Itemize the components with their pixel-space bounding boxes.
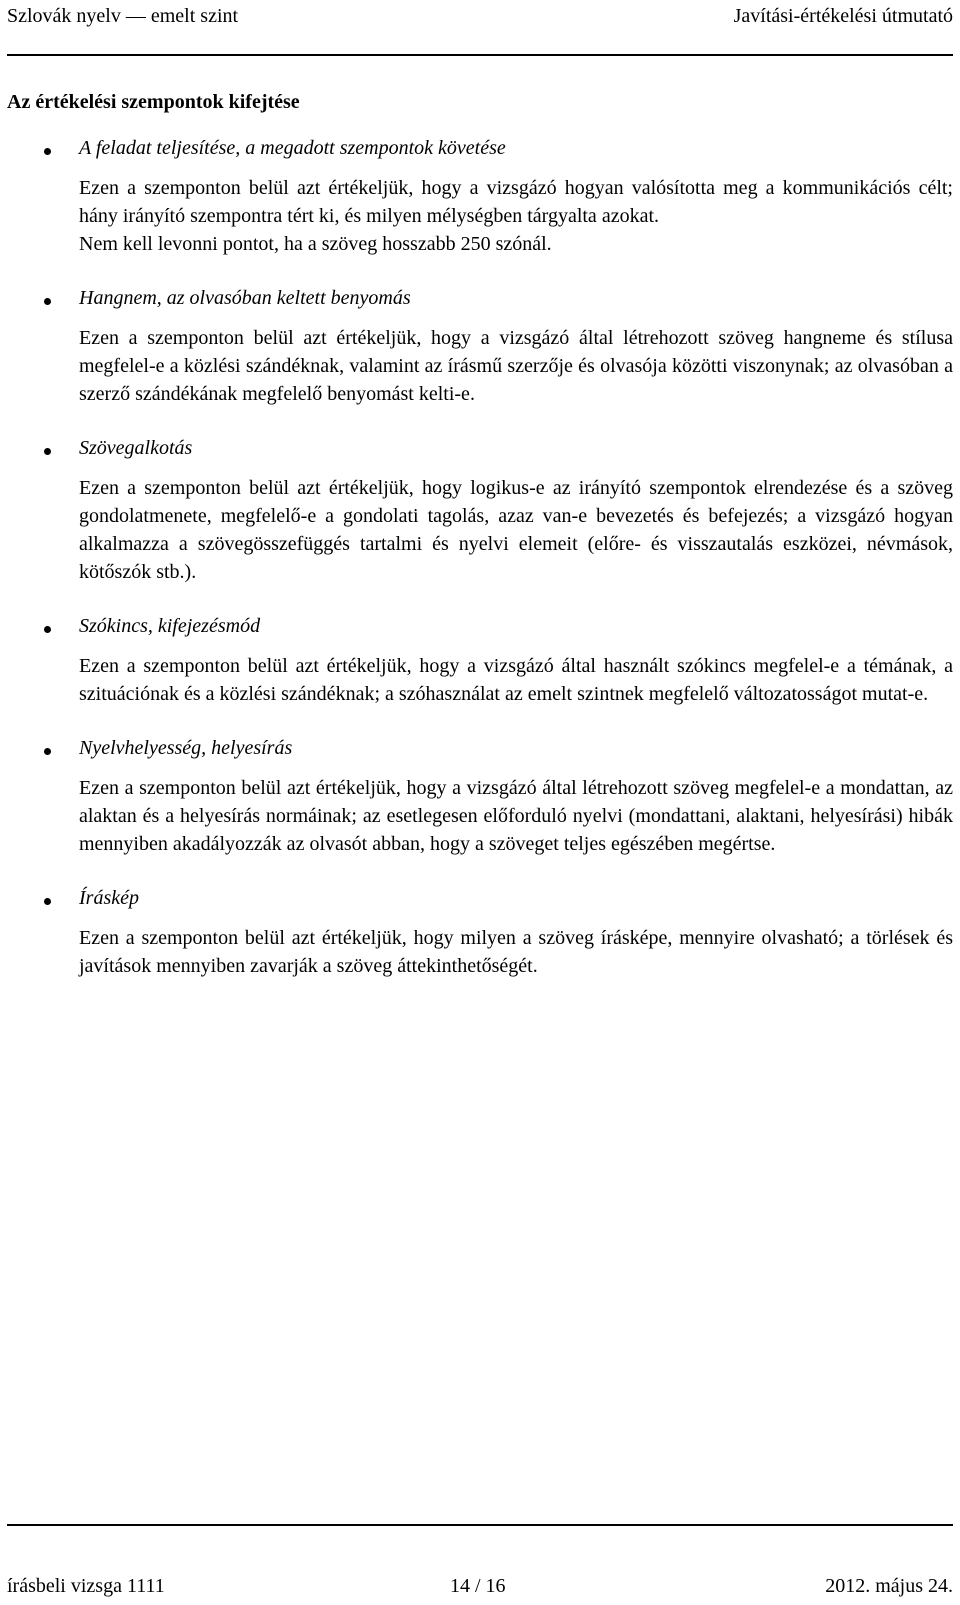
section-title: Az értékelési szempontok kifejtése xyxy=(7,91,300,113)
criterion-item xyxy=(7,734,953,858)
bullet-icon xyxy=(44,448,51,455)
criterion-item xyxy=(7,884,953,980)
bullet-icon xyxy=(44,626,51,633)
criterion-description: Ezen a szemponton belül azt értékeljük, hogy a vizsgázó hogyan valósította meg a kommunikációs célt; hány irányító szempontra tért ki, és milyen mélységben tárgyalta azokat. xyxy=(79,177,953,227)
criterion-item xyxy=(7,434,953,586)
criterion-item xyxy=(7,612,953,708)
bullet-icon xyxy=(44,298,51,305)
criterion-description: Ezen a szemponton belül azt értékeljük, hogy milyen a szöveg írásképe, mennyire olvasható; a törlések és javítások mennyiben zavarják a szöveg áttekinthetőségét. xyxy=(79,927,953,977)
criterion-title: Hangnem, az olvasóban keltett benyomás xyxy=(79,287,411,309)
criterion-title: Íráskép xyxy=(79,887,139,909)
criterion-description: Ezen a szemponton belül azt értékeljük, hogy a vizsgázó által használt szókincs megfelel-e a témának, a szituációnak és a közlési szándéknak; a szóhasználat az emelt szintnek megfelelő változatosságot mutat-e. xyxy=(79,655,953,705)
footer-page-number: 14 / 16 xyxy=(450,1575,506,1597)
page-header xyxy=(7,0,953,56)
page-content xyxy=(7,88,953,1006)
criterion-item xyxy=(7,284,953,408)
criterion-description: Ezen a szemponton belül azt értékeljük, hogy a vizsgázó által létrehozott szöveg megfelel-e a mondattan, az alaktan és a helyesírás normáinak; az esetlegesen előforduló nyelvi (mondattani, alaktani, helyesírási) hibák mennyiben akadályozzák az olvasót abban, hogy a szöveget teljes egészében megértse. xyxy=(79,777,953,855)
bullet-icon xyxy=(44,898,51,905)
header-doc-type: Javítási-értékelési útmutató xyxy=(733,5,953,27)
bullet-icon xyxy=(44,748,51,755)
footer-date: 2012. május 24. xyxy=(825,1575,953,1597)
criterion-title: A feladat teljesítése, a megadott szempontok követése xyxy=(79,137,506,159)
criterion-description: Ezen a szemponton belül azt értékeljük, hogy a vizsgázó által létrehozott szöveg hangneme és stílusa megfelel-e a közlési szándéknak, valamint az írásmű szerzője és olvasója közötti viszonynak; az olvasóban a szerző szándékának megfelelő benyomást kelti-e. xyxy=(79,327,953,405)
criterion-title: Szövegalkotás xyxy=(79,437,193,459)
criterion-note: Nem kell levonni pontot, ha a szöveg hosszabb 250 szónál. xyxy=(79,233,552,255)
criterion-title: Szókincs, kifejezésmód xyxy=(79,615,261,637)
bullet-icon xyxy=(44,148,51,155)
criterion-item xyxy=(7,134,953,258)
criterion-description: Ezen a szemponton belül azt értékeljük, hogy logikus-e az irányító szempontok elrendezése és a szöveg gondolatmenete, megfelelő-e a gondolati tagolás, azaz van-e bevezetés és befejezés; a vizsgázó hogyan alkalmazza a szövegösszefüggés tartalmi és nyelvi elemeit (előre- és visszautalás eszközei, névmások, kötőszók stb.). xyxy=(79,477,953,583)
criterion-title: Nyelvhelyesség, helyesírás xyxy=(79,737,293,759)
footer-exam-code: írásbeli vizsga 1111 xyxy=(7,1575,165,1597)
page-footer xyxy=(7,1524,953,1605)
header-subject: Szlovák nyelv — emelt szint xyxy=(7,5,239,27)
